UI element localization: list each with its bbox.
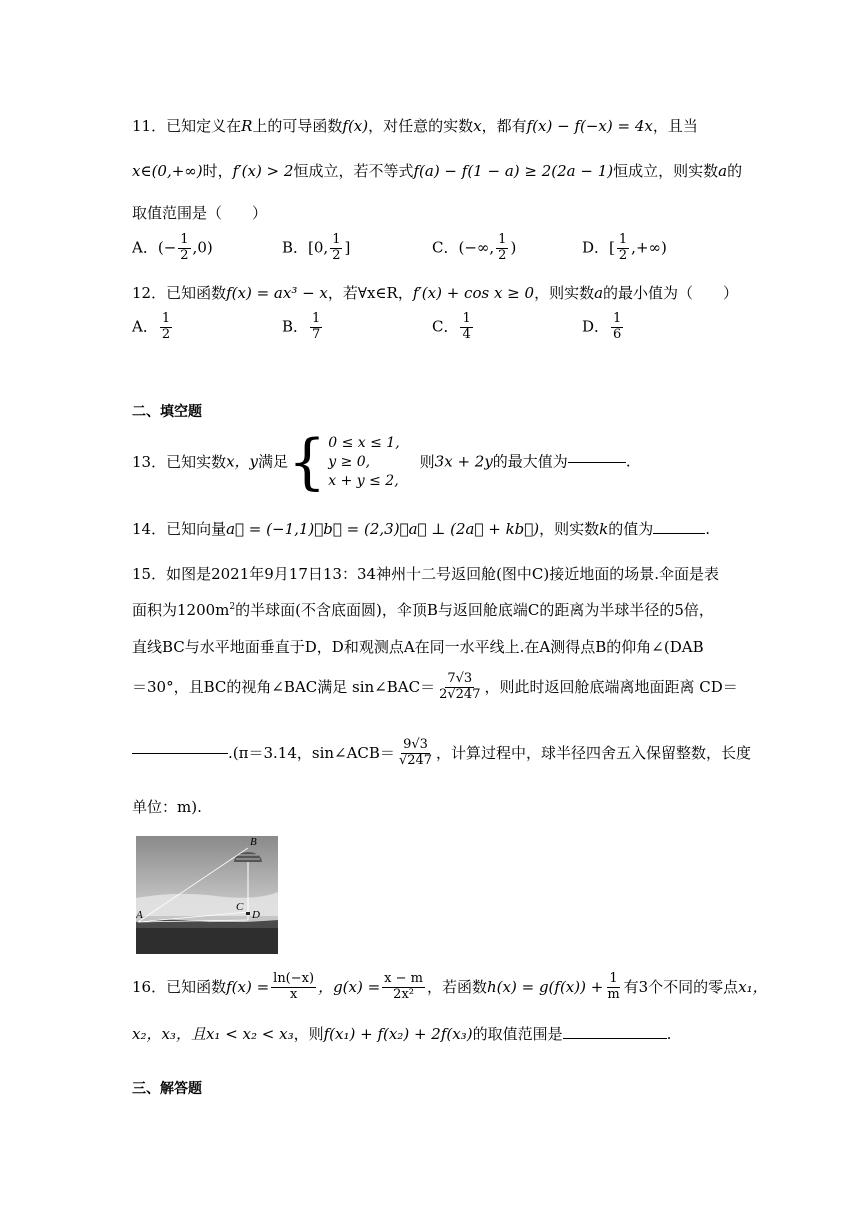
answer-blank[interactable] bbox=[653, 533, 705, 534]
denominator: 7 bbox=[312, 326, 321, 342]
q11-line1 bbox=[132, 119, 698, 134]
q14-perpendicular: ，a⃗ ⊥ (2a⃗ + kb⃗) bbox=[399, 520, 540, 538]
q15-text: .(π＝3.14，sin∠ACB＝ bbox=[228, 743, 395, 762]
q13-text: 13．已知实数 bbox=[132, 452, 227, 471]
q13-objective: 3x + 2y bbox=[434, 452, 493, 471]
q16-f: f(x) = bbox=[226, 977, 270, 996]
q15-figure-photo bbox=[136, 836, 278, 954]
label-d: D bbox=[252, 909, 260, 921]
q16-order: x₁ < x₂ < x₃ bbox=[205, 1025, 294, 1043]
fraction bbox=[310, 312, 322, 343]
fraction bbox=[271, 972, 316, 1003]
option-bracket: (− bbox=[157, 238, 177, 257]
q12-text: ，则实数 bbox=[534, 284, 595, 302]
q15-line4 bbox=[132, 672, 738, 703]
denominator: √247 bbox=[398, 752, 433, 768]
denominator: 2 bbox=[161, 326, 171, 342]
q11-fx: f(x) bbox=[342, 117, 369, 135]
q16-h: h(x) = g(f(x)) + bbox=[487, 977, 604, 996]
q15-text: 的半球面(不含底面圆)，伞顶B与返回舱底端C的距离为半球半径的5倍， bbox=[235, 601, 714, 619]
option-bracket: ] bbox=[344, 238, 351, 257]
numerator: 1 bbox=[462, 311, 471, 326]
superscript: 2 bbox=[229, 602, 236, 612]
denominator: 4 bbox=[462, 326, 471, 342]
fraction bbox=[330, 233, 342, 264]
q16-line2 bbox=[132, 1027, 671, 1042]
q13-text: 则 bbox=[419, 452, 435, 471]
q11-var-a: a bbox=[718, 162, 728, 180]
q14-text: . bbox=[705, 520, 711, 538]
q11-option-b bbox=[282, 233, 350, 264]
fraction bbox=[437, 672, 482, 703]
q15-line3: 直线BC与水平地面垂直于D，D和观测点A在同一水平线上.在A测得点B的仰角∠(DAB bbox=[132, 638, 704, 656]
q13-vars: x，y bbox=[226, 452, 259, 471]
q11-derivative: f′(x) > 2 bbox=[232, 162, 294, 180]
q12-option-d bbox=[582, 312, 625, 343]
constraint-row: x + y ≤ 2, bbox=[328, 473, 399, 489]
q15-line1: 15．如图是2021年9月17日13：34神州十二号返回舱(图中C)接近地面的场景.伞面是表 bbox=[132, 565, 720, 583]
q14-vector-b: ，b⃗ = (2,3) bbox=[314, 520, 400, 538]
numerator: 1 bbox=[613, 311, 622, 326]
numerator: 1 bbox=[180, 232, 189, 247]
q11-option-d bbox=[582, 233, 667, 264]
denominator: 2 bbox=[618, 247, 628, 263]
q14-text: ，则实数 bbox=[539, 520, 600, 538]
fraction bbox=[382, 972, 425, 1003]
q16-text: 的取值范围是 bbox=[472, 1025, 563, 1043]
numerator: x − m bbox=[384, 971, 423, 986]
option-bracket: [0, bbox=[308, 238, 329, 257]
q16-text: ，则 bbox=[293, 1025, 324, 1043]
q11-text: 恒成立，若不等式 bbox=[293, 162, 414, 180]
numerator: 1 bbox=[161, 311, 171, 326]
q16-g: ，g(x) = bbox=[318, 977, 381, 996]
option-label: A． bbox=[132, 317, 158, 336]
q12-condition: f′(x) + cos x ≥ 0 bbox=[412, 284, 535, 302]
numerator: 1 bbox=[609, 971, 618, 986]
option-label: C． bbox=[432, 238, 459, 257]
brace-icon: { bbox=[288, 427, 327, 497]
option-bracket: [ bbox=[609, 238, 615, 257]
q12-text: 的最小值为（ ） bbox=[603, 284, 739, 302]
fraction bbox=[178, 233, 190, 264]
q13-text: 满足 bbox=[258, 452, 289, 471]
numerator: 1 bbox=[618, 232, 628, 247]
q11-domain: x∈(0,+∞) bbox=[132, 162, 203, 180]
q11-option-c bbox=[432, 233, 516, 264]
option-bracket: ) bbox=[510, 238, 517, 257]
q11-text: 上的可导函数 bbox=[252, 117, 343, 135]
q13-stem bbox=[132, 427, 631, 497]
label-b: B bbox=[250, 836, 257, 848]
q15-text: ，计算过程中，球半径四舍五入保留整数，长度 bbox=[436, 743, 752, 762]
q16-text: 有3个不同的零点 bbox=[623, 977, 739, 996]
capsule bbox=[246, 912, 250, 915]
option-label: C． bbox=[432, 317, 459, 336]
q15-figure bbox=[136, 836, 278, 954]
numerator: 9√3 bbox=[403, 737, 428, 752]
q11-text: ，对任意的实数 bbox=[368, 117, 474, 135]
q14-stem bbox=[132, 522, 710, 537]
q15-line2 bbox=[132, 603, 714, 618]
q15-text: 面积为1200m bbox=[132, 601, 230, 619]
denominator: 6 bbox=[613, 326, 622, 342]
fraction bbox=[617, 233, 629, 264]
q16-text: ，若函数 bbox=[427, 977, 488, 996]
answer-blank[interactable] bbox=[132, 753, 228, 754]
option-label: B． bbox=[282, 317, 309, 336]
q16-x1: x₁， bbox=[738, 977, 768, 996]
q11-text: 恒成立，则实数 bbox=[613, 162, 719, 180]
q11-text: ，都有 bbox=[481, 117, 527, 135]
option-bracket: ,+∞) bbox=[631, 238, 667, 257]
section-heading-solve: 三、解答题 bbox=[132, 1081, 202, 1097]
q12-text: ，若∀x∈R， bbox=[327, 284, 413, 302]
q11-text: 11．已知定义在 bbox=[132, 117, 242, 135]
q12-option-a bbox=[132, 312, 174, 343]
q11-equation: f(x) − f(−x) = 4x bbox=[526, 117, 653, 135]
q11-line2 bbox=[132, 164, 742, 179]
numerator: ln(−x) bbox=[273, 971, 315, 986]
denominator: 2 bbox=[180, 247, 189, 263]
option-label: B． bbox=[282, 238, 309, 257]
denominator: 2√247 bbox=[439, 686, 481, 702]
numerator: 7√3 bbox=[447, 671, 473, 686]
answer-blank[interactable] bbox=[563, 1038, 667, 1039]
option-bracket: (−∞, bbox=[458, 238, 495, 257]
q13-text: 的最大值为 bbox=[492, 452, 568, 471]
constraint-row: 0 ≤ x ≤ 1, bbox=[328, 435, 400, 451]
q13-text: . bbox=[625, 452, 631, 471]
q11-inequality: f(a) − f(1 − a) ≥ 2(2a − 1) bbox=[413, 162, 614, 180]
q11-text: ，且当 bbox=[652, 117, 698, 135]
fraction bbox=[496, 233, 508, 264]
option-bracket: ,0) bbox=[192, 238, 213, 257]
q14-vector-a: a⃗ = (−1,1) bbox=[226, 520, 315, 538]
denominator: 2 bbox=[498, 247, 507, 263]
q16-text: 16．已知函数 bbox=[132, 977, 227, 996]
q11-var-R: R bbox=[241, 117, 253, 135]
section-heading-fill-in: 二、填空题 bbox=[132, 404, 202, 420]
option-label: D． bbox=[582, 317, 610, 336]
label-a: A bbox=[136, 909, 143, 921]
q15-text: ，则此时返回舱底端离地面距离 CD＝ bbox=[484, 677, 738, 696]
q11-text: 的 bbox=[727, 162, 743, 180]
denominator: x bbox=[289, 986, 298, 1002]
q14-var-k: k bbox=[599, 520, 609, 538]
q11-var-x: x bbox=[473, 117, 482, 135]
q14-text: 14．已知向量 bbox=[132, 520, 227, 538]
denominator: 2 bbox=[332, 247, 341, 263]
q12-option-b bbox=[282, 312, 324, 343]
numerator: 1 bbox=[498, 232, 507, 247]
q15-line5 bbox=[132, 738, 751, 769]
fraction bbox=[160, 312, 172, 343]
q11-text: 时， bbox=[202, 162, 233, 180]
numerator: 1 bbox=[332, 232, 341, 247]
fraction bbox=[611, 312, 623, 343]
option-label: A． bbox=[132, 238, 158, 257]
constraint-row: y ≥ 0, bbox=[328, 454, 371, 470]
answer-blank[interactable] bbox=[568, 462, 626, 463]
q16-text: x₂，x₃，且 bbox=[132, 1025, 206, 1043]
q12-text: 12．已知函数 bbox=[132, 284, 227, 302]
q16-expression: f(x₁) + f(x₂) + 2f(x₃) bbox=[323, 1025, 473, 1043]
q16-line1 bbox=[132, 972, 768, 1003]
fraction bbox=[397, 738, 434, 769]
q12-function: f(x) = ax³ − x bbox=[226, 284, 328, 302]
denominator: m bbox=[607, 986, 620, 1002]
q12-stem bbox=[132, 286, 738, 301]
q13-constraint-system bbox=[288, 427, 400, 497]
denominator: 2x² bbox=[393, 986, 414, 1002]
q11-option-a bbox=[132, 233, 213, 264]
fraction bbox=[605, 972, 621, 1003]
q12-option-c bbox=[432, 312, 475, 343]
q16-text: . bbox=[666, 1025, 672, 1043]
q11-line3: 取值范围是（ ） bbox=[132, 204, 268, 222]
option-label: D． bbox=[582, 238, 610, 257]
label-c: C bbox=[236, 901, 244, 913]
q12-var-a: a bbox=[594, 284, 604, 302]
fraction bbox=[460, 312, 472, 343]
q15-line6: 单位：m). bbox=[132, 798, 202, 816]
q13-constraints bbox=[328, 436, 399, 488]
numerator: 1 bbox=[312, 311, 321, 326]
q15-text: ＝30°，且BC的视角∠BAC满足 sin∠BAC＝ bbox=[132, 677, 436, 696]
q14-text: 的值为 bbox=[608, 520, 654, 538]
